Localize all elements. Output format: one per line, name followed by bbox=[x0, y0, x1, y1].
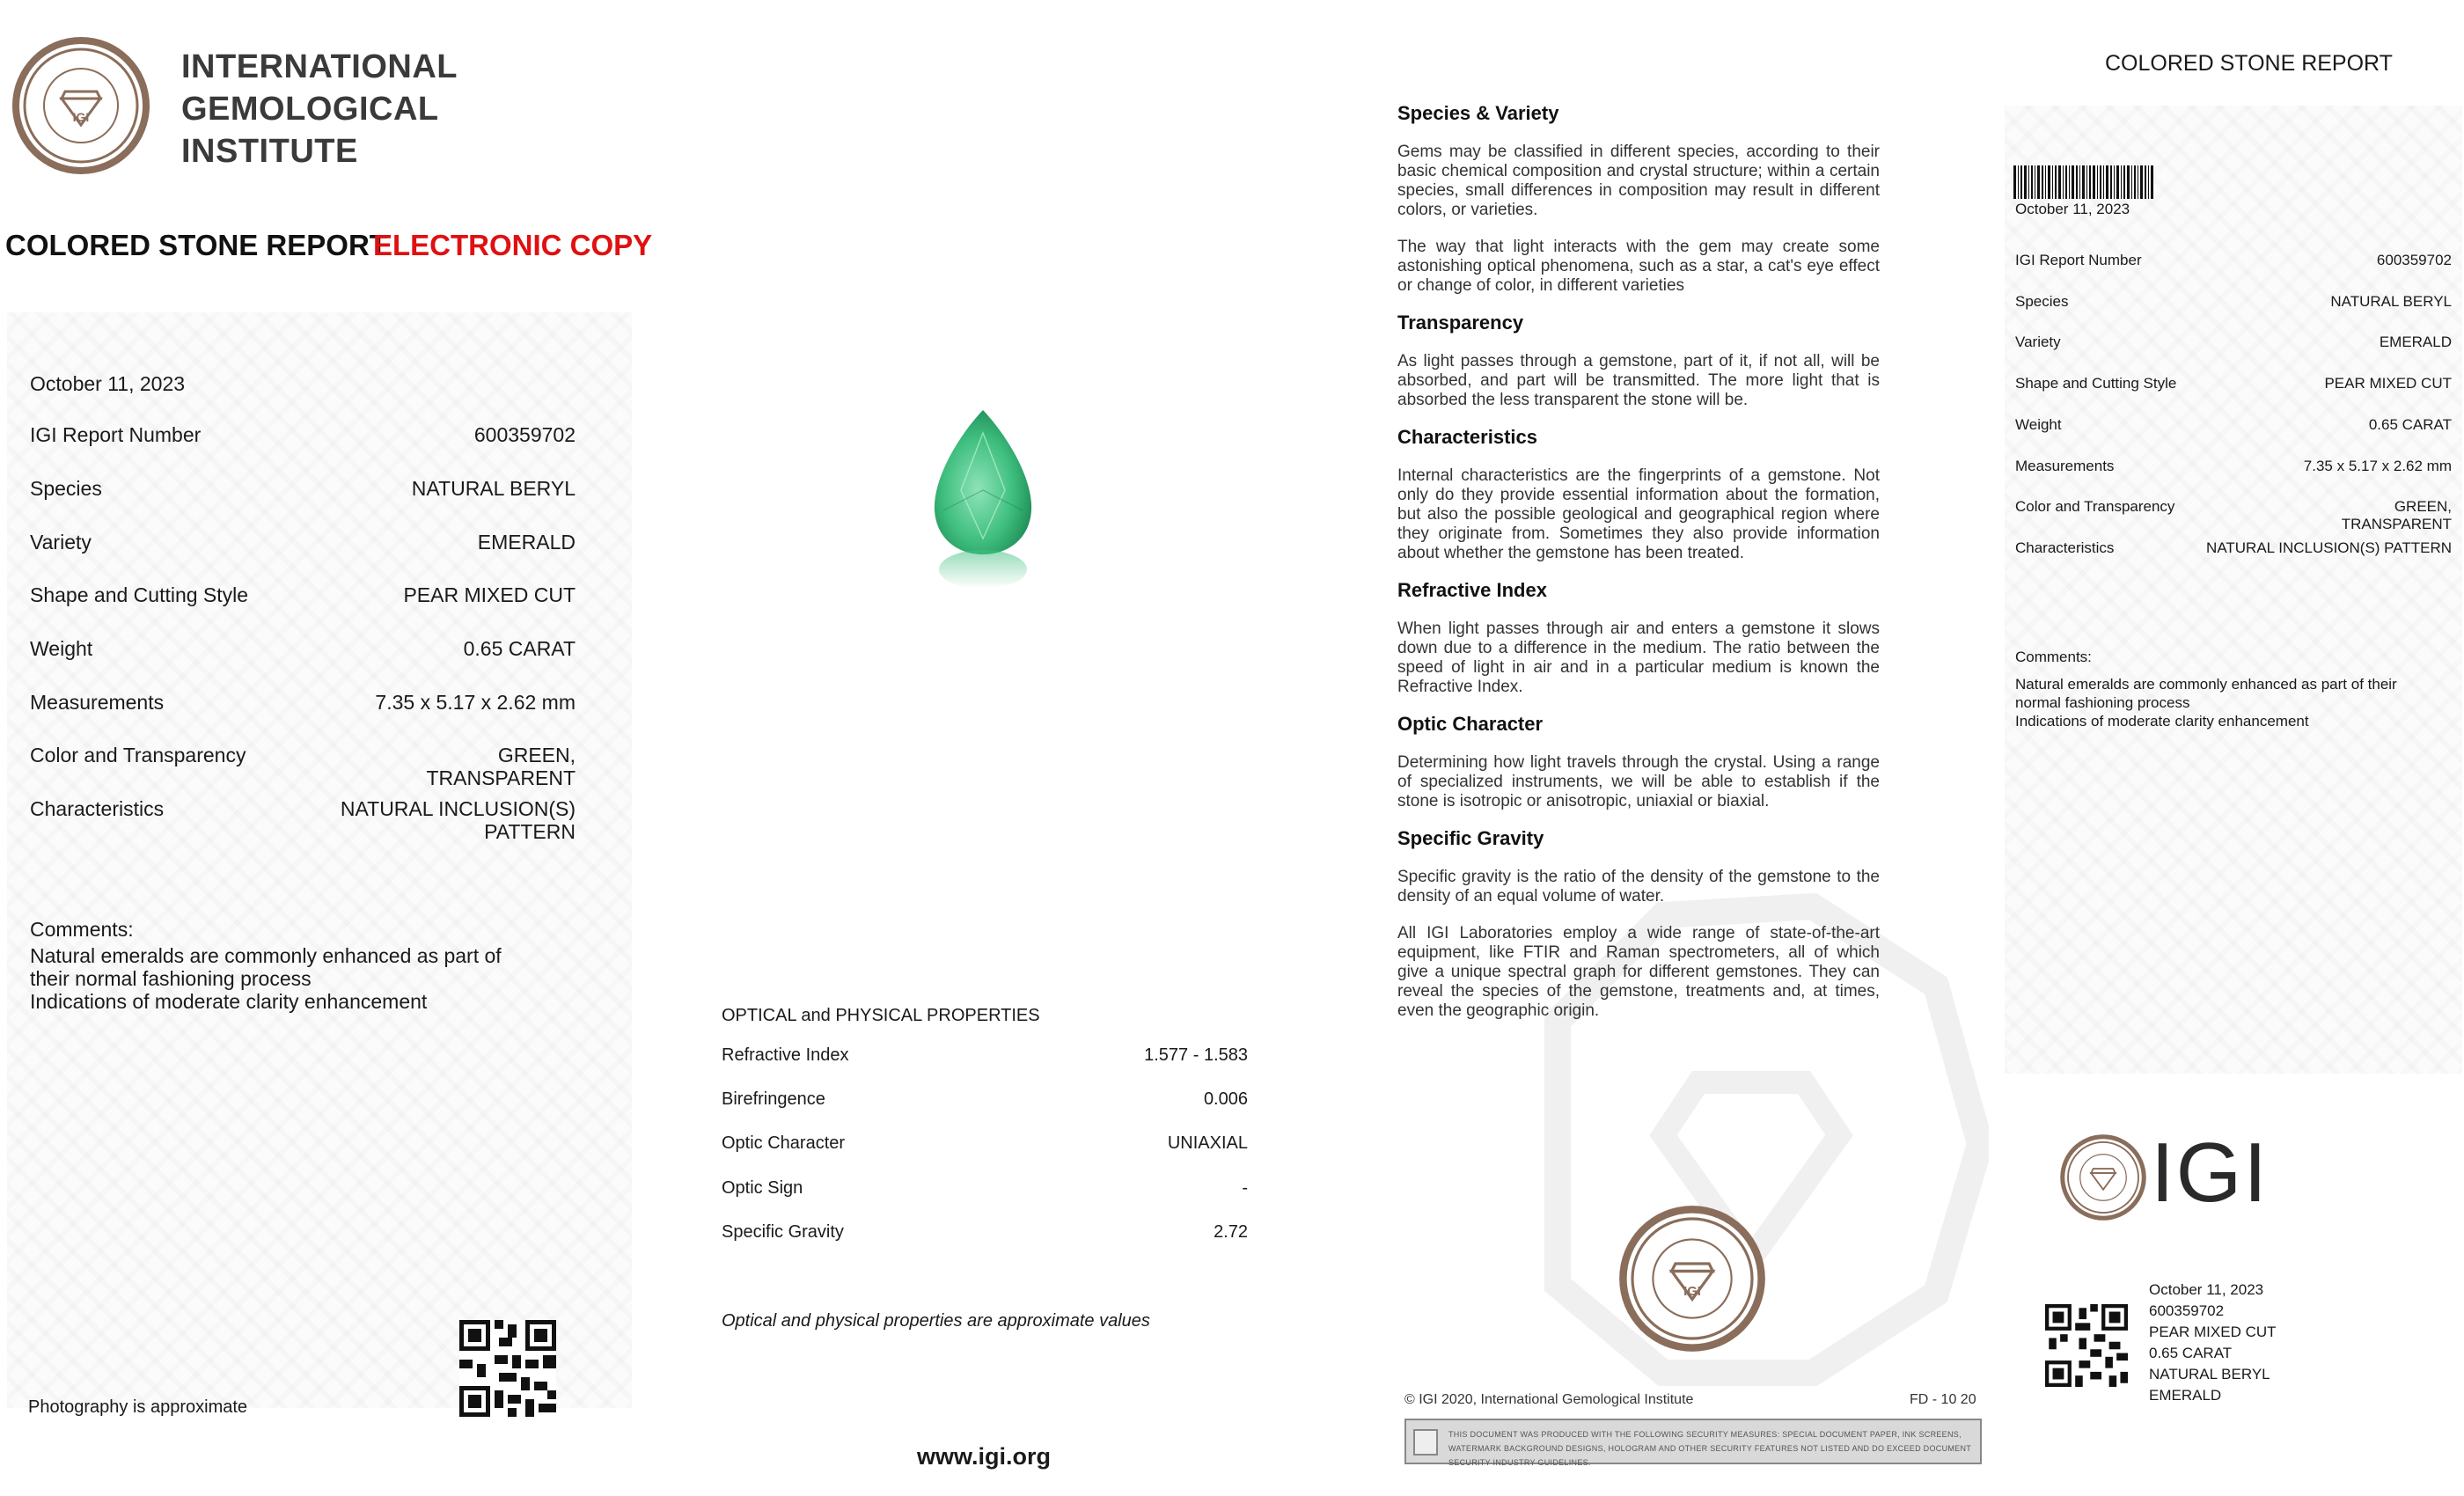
field-value: NATURAL INCLUSION(S) PATTERN bbox=[340, 797, 576, 843]
card-comment-line: Indications of moderate clarity enhancement bbox=[2015, 713, 2309, 730]
field-label: Shape and Cutting Style bbox=[30, 583, 249, 606]
optical-label: Birefringence bbox=[722, 1089, 825, 1109]
card-field-label: Color and Transparency bbox=[2015, 498, 2175, 515]
optical-label: Refractive Index bbox=[722, 1045, 849, 1065]
card-comments-label: Comments: bbox=[2015, 649, 2092, 665]
field-value: PEAR MIXED CUT bbox=[403, 583, 576, 606]
info-paragraph: Determining how light travels through the crystal. Using a range of specialized instruments, we will be able to establish if the stone is isotropic or anisotropic, uniaxial or biaxial. bbox=[1397, 753, 1880, 810]
report-date: October 11, 2023 bbox=[30, 372, 186, 395]
info-paragraph: When light passes through air and enters a gemstone it slows down due to a difference in the medium. The ratio between the speed of light in air and in a particular medium is known the Refractive Index. bbox=[1397, 620, 1880, 696]
photo-caption: Photography is approximate bbox=[28, 1397, 248, 1417]
security-text: THIS DOCUMENT WAS PRODUCED WITH THE FOLLOWING SECURITY MEASURES: SPECIAL DOCUMENT PAPER, INK SCREENS, WATERMARK BACKGROUND DESIGNS, HOLOGRAM AND OTHER SECURITY FEATURES NOT LISTED AND DO EXCEED DOCUMENT SECURITY INDUSTRY GUIDELINES. bbox=[1448, 1430, 1971, 1467]
svg-text:IGI: IGI bbox=[1683, 1285, 1701, 1300]
info-heading: Characteristics bbox=[1397, 426, 1537, 448]
electronic-copy-label: ELECTRONIC COPY bbox=[373, 229, 653, 261]
field-label: Weight bbox=[30, 637, 93, 660]
card-field-label: IGI Report Number bbox=[2015, 252, 2142, 268]
info-column bbox=[1397, 104, 1880, 1038]
lock-icon bbox=[1413, 1429, 1438, 1456]
comment-line: Indications of moderate clarity enhancement bbox=[30, 990, 428, 1013]
summary-line: EMERALD bbox=[2149, 1387, 2222, 1404]
optical-value: - bbox=[1242, 1178, 1248, 1198]
comments-block bbox=[30, 918, 576, 1013]
optical-label: Specific Gravity bbox=[722, 1222, 844, 1242]
card-summary bbox=[2149, 1280, 2277, 1406]
card-field-value: NATURAL INCLUSION(S) PATTERN bbox=[2206, 539, 2452, 556]
institute-name: INTERNATIONAL GEMOLOGICAL INSTITUTE bbox=[181, 48, 458, 170]
card-comments bbox=[2015, 648, 2455, 730]
form-code: FD - 10 20 bbox=[1910, 1392, 1976, 1407]
card-field-label: Weight bbox=[2015, 416, 2062, 433]
optical-value: 1.577 - 1.583 bbox=[1144, 1045, 1248, 1065]
info-heading: Refractive Index bbox=[1397, 579, 1547, 601]
info-heading: Optic Character bbox=[1397, 713, 1544, 735]
optical-note: Optical and physical properties are approximate values bbox=[722, 1311, 1150, 1331]
card-field-value: 600359702 bbox=[2376, 252, 2452, 268]
info-section bbox=[1397, 829, 1880, 1021]
info-paragraph: All IGI Laboratories employ a wide range of state-of-the-art equipment, like FTIR and Raman spectrometers, all of which give a unique spectral graph for different gemstones. They can reveal the species of the gemstone, treatments and, at times, even the geographic origin. bbox=[1397, 924, 1880, 1020]
card-field-value: NATURAL BERYL bbox=[2330, 293, 2452, 310]
card-field-value: GREEN, TRANSPARENT bbox=[2341, 498, 2452, 532]
card-field-value: EMERALD bbox=[2379, 334, 2452, 350]
igi-seal-logo bbox=[1617, 1204, 1767, 1353]
info-heading: Transparency bbox=[1397, 312, 1524, 334]
optical-value: UNIAXIAL bbox=[1167, 1133, 1248, 1153]
card-comment-line: Natural emeralds are commonly enhanced as part of their bbox=[2015, 676, 2397, 693]
optical-value: 2.72 bbox=[1214, 1222, 1248, 1242]
field-value: GREEN, TRANSPARENT bbox=[426, 744, 576, 789]
info-section bbox=[1397, 104, 1880, 296]
info-paragraph: Internal characteristics are the fingerprints of a gemstone. Not only do they provide essential information about the formation, but also the possible geological and geographical region where they originate from. Sometimes they also provide information about whether the gemstone has been treated. bbox=[1397, 466, 1880, 562]
field-label: Color and Transparency bbox=[30, 744, 246, 766]
barcode bbox=[2013, 165, 2154, 199]
card-field-label: Variety bbox=[2015, 334, 2061, 350]
summary-line: NATURAL BERYL bbox=[2149, 1366, 2270, 1382]
summary-line: October 11, 2023 bbox=[2149, 1281, 2264, 1298]
field-label: IGI Report Number bbox=[30, 423, 202, 446]
field-value: 600359702 bbox=[473, 423, 576, 446]
field-value: 0.65 CARAT bbox=[463, 637, 576, 660]
field-value: NATURAL BERYL bbox=[411, 477, 576, 500]
optical-properties-heading: OPTICAL and PHYSICAL PROPERTIES bbox=[722, 1006, 1040, 1025]
info-heading: Specific Gravity bbox=[1397, 827, 1544, 849]
qr-code[interactable] bbox=[459, 1320, 556, 1417]
comment-line: Natural emeralds are commonly enhanced as part of bbox=[30, 944, 502, 967]
info-paragraph: Specific gravity is the ratio of the density of the gemstone to the density of an equal volume of water. bbox=[1397, 868, 1880, 906]
qr-code[interactable] bbox=[2045, 1304, 2128, 1387]
field-value: 7.35 x 5.17 x 2.62 mm bbox=[375, 691, 576, 714]
optical-label: Optic Sign bbox=[722, 1178, 803, 1198]
website-link[interactable]: www.igi.org bbox=[917, 1443, 1051, 1470]
card-field-label: Shape and Cutting Style bbox=[2015, 375, 2177, 392]
field-label: Characteristics bbox=[30, 797, 165, 820]
info-heading: Species & Variety bbox=[1397, 102, 1559, 124]
summary-line: 0.65 CARAT bbox=[2149, 1345, 2233, 1361]
optical-value: 0.006 bbox=[1203, 1089, 1248, 1109]
info-paragraph: The way that light interacts with the gem may create some astonishing optical phenomena, such as a star, a cat's eye effect or change of color, in different varieties bbox=[1397, 238, 1880, 295]
optical-label: Optic Character bbox=[722, 1133, 846, 1153]
card-title: COLORED STONE REPORT bbox=[2105, 51, 2393, 76]
card-date: October 11, 2023 bbox=[2015, 201, 2130, 217]
field-label: Species bbox=[30, 477, 102, 500]
summary-line: PEAR MIXED CUT bbox=[2149, 1324, 2277, 1340]
info-section bbox=[1397, 581, 1880, 697]
copyright-notice: © IGI 2020, International Gemological Institute bbox=[1404, 1392, 1694, 1407]
summary-line: 600359702 bbox=[2149, 1302, 2225, 1319]
info-section bbox=[1397, 715, 1880, 811]
report-title: COLORED STONE REPORT bbox=[5, 229, 387, 261]
info-paragraph: Gems may be classified in different species, according to their basic chemical composition and crystal structure; within a certain species, small differences in composition may result in different colors, or varieties. bbox=[1397, 143, 1880, 219]
field-value: EMERALD bbox=[477, 531, 576, 554]
info-section bbox=[1397, 428, 1880, 563]
igi-wordmark: IGI bbox=[2151, 1126, 2270, 1220]
emerald-gemstone-image bbox=[926, 407, 1040, 600]
card-field-value: 7.35 x 5.17 x 2.62 mm bbox=[2303, 458, 2452, 474]
comment-line: their normal fashioning process bbox=[30, 967, 312, 990]
card-field-label: Species bbox=[2015, 293, 2069, 310]
info-paragraph: As light passes through a gemstone, part of it, if not all, will be absorbed, and part will be transmitted. The more light that is absorbed the less transparent the stone will be. bbox=[1397, 352, 1880, 409]
watermark-panel-right bbox=[2005, 106, 2462, 1074]
svg-text:IGI: IGI bbox=[72, 110, 90, 124]
security-notice bbox=[1404, 1419, 1982, 1467]
card-comment-line: normal fashioning process bbox=[2015, 694, 2190, 711]
comments-label: Comments: bbox=[30, 918, 134, 941]
igi-seal-logo bbox=[2059, 1133, 2147, 1221]
card-field-value: 0.65 CARAT bbox=[2368, 416, 2452, 433]
igi-seal-logo bbox=[11, 35, 151, 176]
field-label: Variety bbox=[30, 531, 92, 554]
card-field-value: PEAR MIXED CUT bbox=[2324, 375, 2452, 392]
info-section bbox=[1397, 313, 1880, 410]
card-field-label: Measurements bbox=[2015, 458, 2115, 474]
field-label: Measurements bbox=[30, 691, 165, 714]
card-field-label: Characteristics bbox=[2015, 539, 2115, 556]
